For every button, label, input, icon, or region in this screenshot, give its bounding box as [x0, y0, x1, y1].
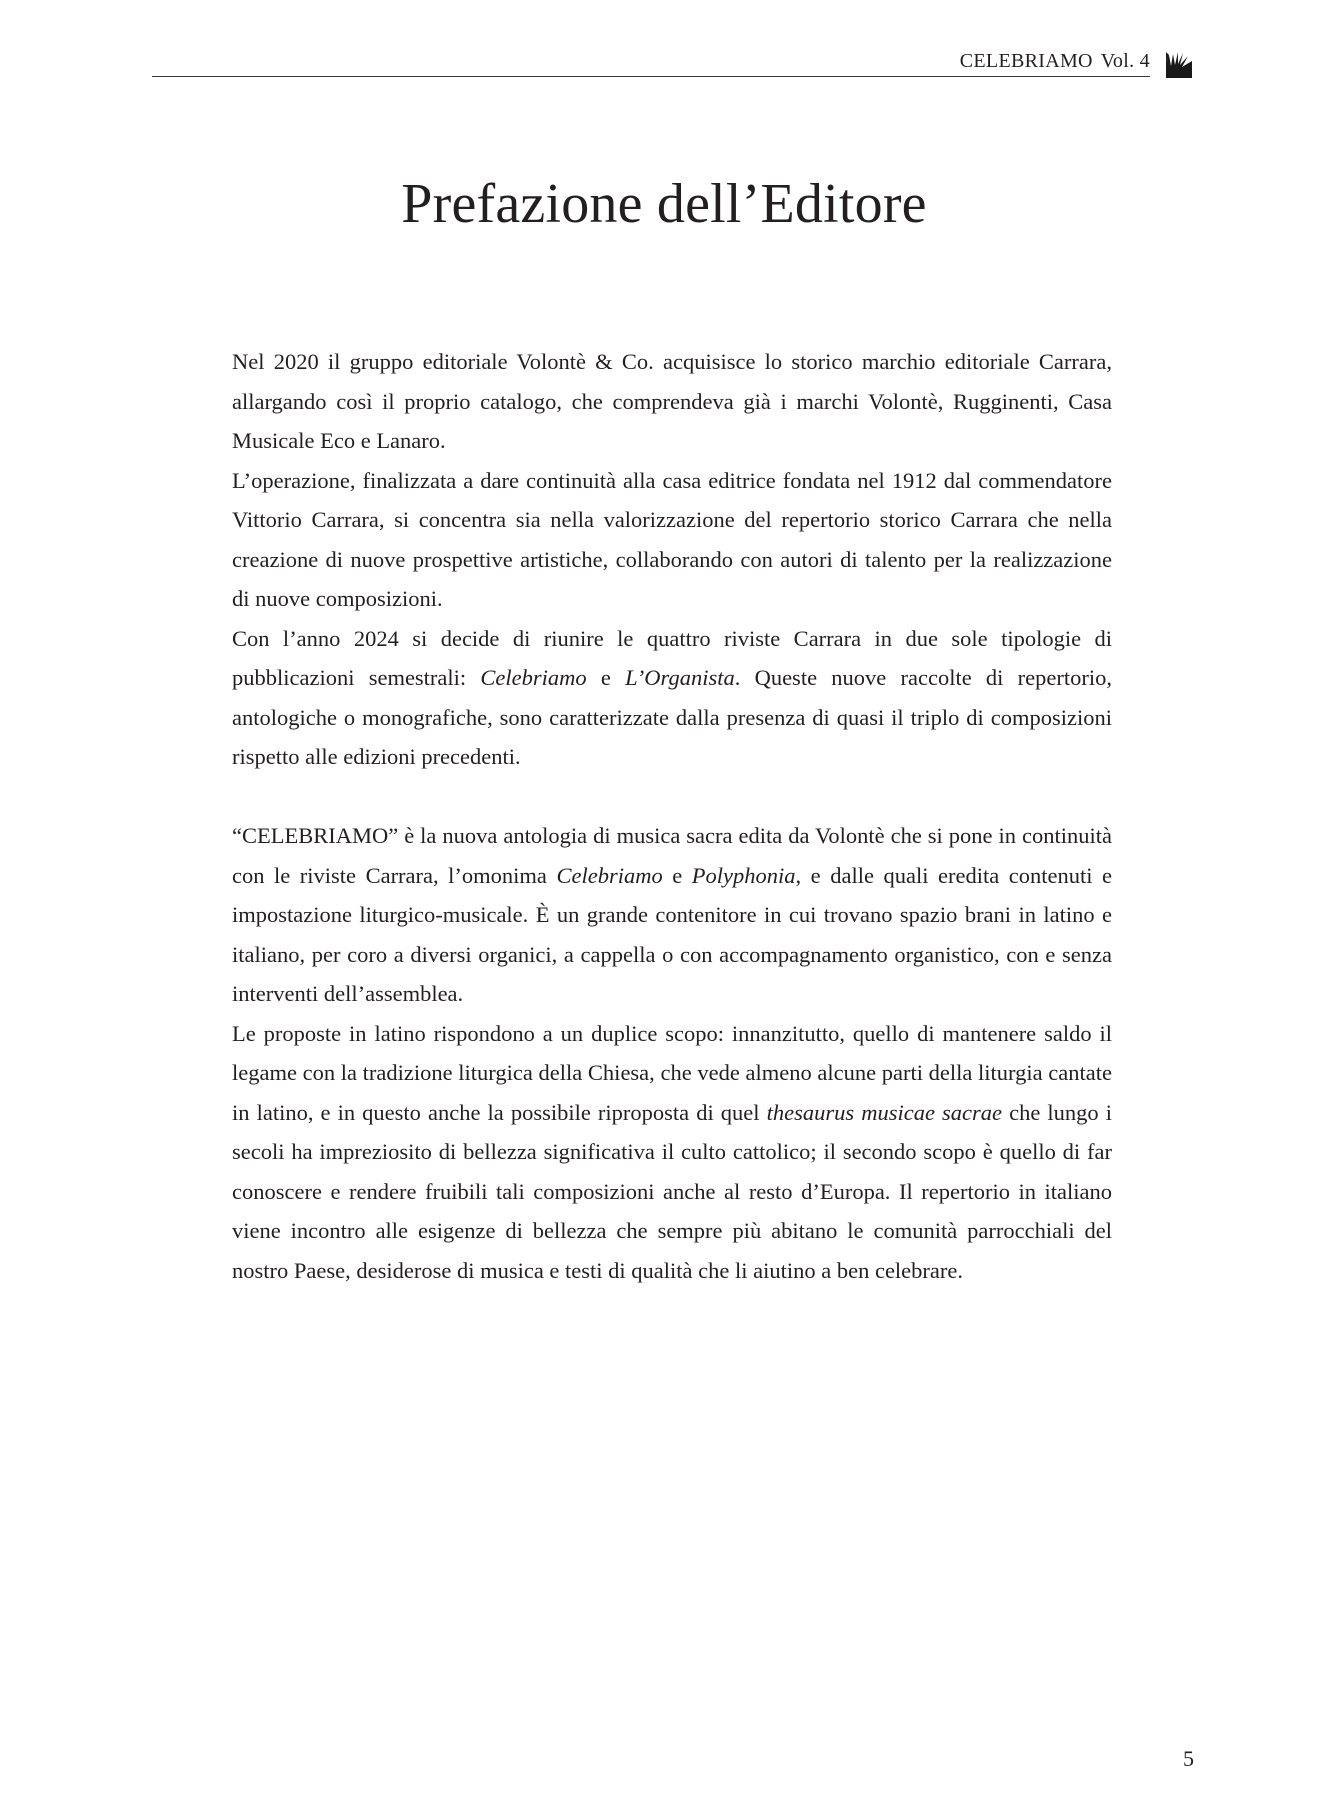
paragraph: [232, 461, 1112, 619]
italic-title: Polyphonia: [691, 862, 796, 888]
running-header: [152, 48, 1150, 77]
text-run: . Queste nuove raccolte di repertorio, antologiche o monografiche, sono caratterizzate dalla presenza di quasi il triplo di composizioni rispetto alle edizioni precedenti.: [232, 665, 1112, 769]
paragraph: [232, 816, 1112, 1014]
text-run: Con l’anno 2024 si decide di riunire le quattro riviste Carrara in due sole tipologie di pubblicazioni semestrali:: [232, 625, 1112, 690]
page-number: 5: [1183, 1746, 1194, 1771]
italic-title: Celebriamo: [480, 665, 587, 690]
text-run: , e dalle quali eredita contenuti e impostazione liturgico-musicale. È un grande contenitore in cui trovano spazio brani in latino e italiano, per coro a diversi organici, a cappella o con accompagnamento organistico, con e senza interventi dell’assemblea.: [232, 862, 1112, 1006]
text-run: che lungo i secoli ha impreziosito di bellezza significativa il culto cattolico; il secondo scopo è quello di far conoscere e rendere fruibili tali composizioni anche al resto d’Europa. Il repertorio in italiano viene incontro alle esigenze di bellezza che sempre più abitano le comunità parrocchiali del nostro Paese, desiderose di musica e testi di qualità che li aiutino a ben celebrare.: [232, 1099, 1112, 1283]
paragraph: [232, 342, 1112, 461]
text-run: e: [662, 862, 692, 888]
volume-label: Vol. 4: [1100, 50, 1150, 72]
text-run: Nel 2020 il gruppo editoriale Volontè & Co. acquisisce lo storico marchio editoriale Carrara, allargando così il proprio catalogo, che comprendeva già i marchi Volontè, Rugginenti, Casa Musicale Eco e Lanaro.: [232, 349, 1112, 453]
running-header-title: [960, 50, 1150, 73]
text-run: “CELEBRIAMO” è la nuova antologia di musica sacra edita da Volontè che si pone in continuità con le riviste Carrara, l’omonima: [232, 823, 1112, 888]
italic-title: Celebriamo: [556, 862, 663, 888]
text-run: e: [586, 665, 626, 690]
text-run: Le proposte in latino rispondono a un duplice scopo: innanzitutto, quello di mantenere saldo il legame con la tradizione liturgica della Chiesa, che vede almeno alcune parti della liturgia cantate in latino, e in questo anche la possibile riproposta di quel: [232, 1020, 1112, 1125]
publisher-logo-icon: [1166, 52, 1192, 78]
page-title: Prefazione dell’Editore: [401, 173, 927, 235]
preface-body: [232, 342, 1112, 1290]
publication-name: CELEBRIAMO: [959, 50, 1093, 72]
paragraph: [232, 1014, 1112, 1291]
italic-title: L’Organista: [625, 665, 735, 690]
italic-title: thesaurus musicae sacrae: [766, 1099, 1003, 1125]
text-run: L’operazione, finalizzata a dare continuità alla casa editrice fondata nel 1912 dal commendatore Vittorio Carrara, si concentra sia nella valorizzazione del repertorio storico Carrara che nella creazione di nuove prospettive artistiche, collaborando con autori di talento per la realizzazione di nuove composizioni.: [232, 467, 1112, 611]
paragraph: [232, 619, 1112, 777]
